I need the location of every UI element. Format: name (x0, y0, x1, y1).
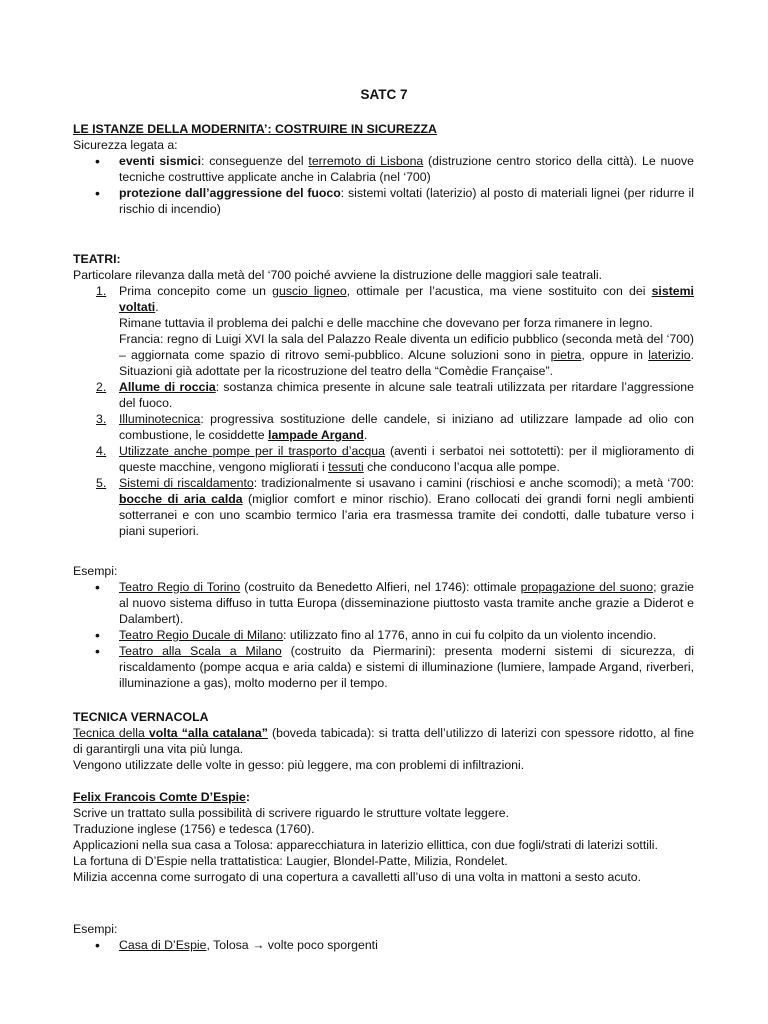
list-item: • Teatro Regio Ducale di Milano: utilizzato fino al 1776, anno in cui fu colpito da un violento incendio. (73, 627, 694, 643)
paragraph: Tecnica della volta “alla catalana” (boveda tabicada): si tratta dell’utilizzo di laterizi con spessore ridotto, al fine di garantirgli una vita più lunga. (73, 726, 694, 756)
section-esempi-despie (73, 921, 694, 953)
paragraph: Applicazioni nella sua casa a Tolosa: apparecchiatura in laterizio ellittica, con due fogli/strati di laterizi sottili. (73, 838, 658, 852)
list-item: • protezione dall’aggressione del fuoco: sistemi voltati (laterizio) al posto di materiali lignei (per ridurre il rischio di incendio) (73, 185, 694, 217)
section-heading: Esempi: (73, 922, 118, 936)
link-terremoto: terremoto di Lisbona (308, 154, 424, 168)
section-felix-despie: Felix Francois Comte D’Espie: Scrive un trattato sulla possibilità di scrivere riguardo le strutture voltate leggere. Traduzione inglese (1756) e tedesca (1760). Applicazioni nella sua casa a Tolosa: apparecchiatura in laterizio ellittica, con due fogli/strati di laterizi sottili. La fortuna di D’Espie nella trattatistica: Laugier, Blondel-Patte, Milizia, Rondelet. Milizia accenna come surrogato di una copertura a cavalletti all’uso di una volta in mattoni a sesto acuto. (73, 789, 694, 885)
list-item: 1. Prima concepito come un guscio ligneo, ottimale per l’acustica, ma viene sostituito con dei sistemi voltati. Rimane tuttavia il problema dei palchi e delle macchine che dovevano per forza rimanere in legno. Francia: regno di Luigi XVI la sala del Palazzo Reale diventa un edificio pubblico (seconda metà del ‘700) – aggiornata come spazio di ritrovo semi-pubblico. Alcune soluzioni sono in pietra, oppure in laterizio. Situazioni già adottate per la ricostruzione del teatro della “Comèdie Française”. (96, 284, 694, 378)
section-intro: Sicurezza legata a: (73, 138, 178, 152)
section-tecnica-vernacola (73, 709, 694, 773)
list-item: 3. Illuminotecnica: progressiva sostituzione delle candele, si iniziano ad utilizzare lampade ad olio con combustione, le cosiddette lampade Argand. (96, 412, 694, 442)
section-teatri (73, 251, 694, 539)
page-title: SATC 7 (360, 87, 408, 102)
list-item: 5. Sistemi di riscaldamento: tradizionalmente si usavano i camini (rischiosi e anche scomodi); a metà ‘700: bocche di aria calda (miglior comfort e minor rischio). Erano collocati dei grandi forni negli ambienti sotterranei e con uno scambio termico l’aria era trasmessa tramite dei condotti, dalle tubature verso i piani superiori. (96, 476, 694, 538)
section-heading: Felix Francois Comte D’Espie (73, 790, 246, 804)
list-item: • Casa di D’Espie, Tolosa → volte poco sporgenti (73, 937, 694, 953)
list-item: • Teatro alla Scala a Milano (costruito da Piermarini): presenta moderni sistemi di sicurezza, di riscaldamento (pompe acqua e aria calda) e sistemi di illuminazione (lumiere, lampade Argand, riverberi, illuminazione a gas), molto moderno per il tempo. (73, 643, 694, 691)
paragraph: La fortuna di D’Espie nella trattatistica: Laugier, Blondel-Patte, Milizia, Rondelet. (73, 854, 508, 868)
section-esempi-teatri (73, 563, 694, 691)
arrow-right-icon: → (252, 938, 265, 952)
bullet-list (73, 937, 694, 953)
section-sicurezza (73, 121, 694, 217)
paragraph: Scrive un trattato sulla possibilità di scrivere riguardo le strutture voltate leggere. (73, 806, 510, 820)
section-heading: Esempi: (73, 564, 118, 578)
list-item: • Teatro Regio di Torino (costruito da Benedetto Alfieri, nel 1746): ottimale propagazione del suono; grazie al nuovo sistema diffuso in tutta Europa (disseminazione piuttosto vasta tramite anche grazie a Diderot e Dalambert). (73, 579, 694, 627)
paragraph: Milizia accenna come surrogato di una copertura a cavalletti all’uso di una volta in mattoni a sesto acuto. (73, 870, 642, 884)
numbered-list (73, 283, 694, 539)
list-item: 4. Utilizzate anche pompe per il trasporto d’acqua (aventi i serbatoi nei sottotetti): per il miglioramento di queste macchine, vengono migliorati i tessuti che conducono l’acqua alle pompe. (96, 444, 694, 474)
section-heading: TECNICA VERNACOLA (73, 710, 209, 724)
section-heading: LE ISTANZE DELLA MODERNITA’: COSTRUIRE IN SICUREZZA (73, 122, 437, 136)
paragraph: Traduzione inglese (1756) e tedesca (1760). (73, 822, 315, 836)
bullet-list (73, 579, 694, 691)
bullet-list (73, 153, 694, 217)
section-heading: TEATRI: (73, 252, 121, 266)
list-item: 2. Allume di roccia: sostanza chimica presente in alcune sale teatrali utilizzata per ritardare l’aggressione del fuoco. (96, 380, 694, 410)
list-item: • eventi sismici: conseguenze del terremoto di Lisbona (distruzione centro storico della città). Le nuove tecniche costruttive applicate anche in Calabria (nel ‘700) (73, 153, 694, 185)
section-intro: Particolare rilevanza dalla metà del ‘700 poiché avviene la distruzione delle maggiori sale teatrali. (73, 268, 603, 282)
paragraph: Vengono utilizzate delle volte in gesso: più leggere, ma con problemi di infiltrazioni. (73, 758, 525, 772)
